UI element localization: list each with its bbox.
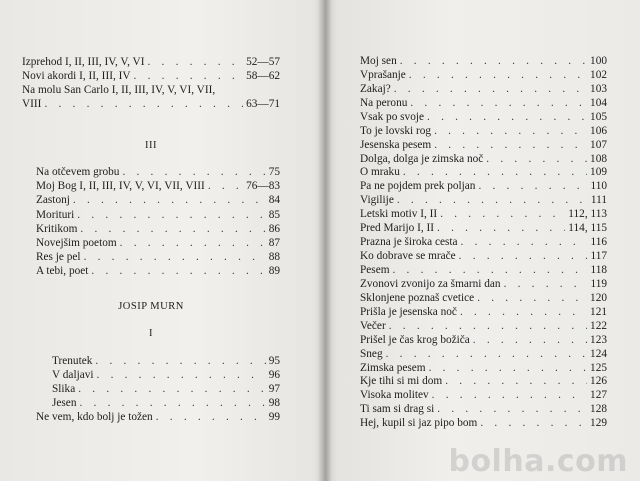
toc-entry bbox=[36, 251, 280, 264]
toc-entry bbox=[360, 208, 607, 221]
toc-leader-dots bbox=[427, 111, 587, 124]
toc-leader-dots bbox=[77, 209, 265, 222]
toc-leader-dots bbox=[156, 411, 266, 424]
toc-leader-dots bbox=[208, 180, 243, 193]
toc-entry-title: Prazna je široka cesta bbox=[360, 236, 458, 249]
toc-entry-title: Izprehod I, II, III, IV, V, VI bbox=[22, 56, 145, 68]
toc-entry-page: 120 bbox=[590, 291, 607, 304]
toc-entry-title: Moj Bog I, II, III, IV, V, VI, VII, VIII bbox=[36, 180, 205, 192]
toc-entry-page: 127 bbox=[590, 389, 607, 402]
toc-entry-title: Ne vem, kdo bolj je tožen bbox=[36, 411, 153, 423]
toc-leader-dots bbox=[44, 98, 243, 111]
toc-entry-title: Sklonjene poznaš cvetice bbox=[360, 291, 475, 304]
toc-leader-dots bbox=[73, 194, 266, 207]
toc-leader-dots bbox=[134, 70, 244, 83]
toc-leader-dots bbox=[477, 292, 587, 305]
toc-entry bbox=[360, 153, 607, 166]
toc-entry-page: 75 bbox=[268, 166, 280, 178]
toc-entry-page: 58—62 bbox=[246, 70, 280, 82]
toc-entry bbox=[36, 166, 280, 179]
toc-entry-page: 84 bbox=[268, 194, 280, 206]
toc-entry-page: 107 bbox=[590, 138, 607, 151]
toc-entry bbox=[52, 355, 280, 368]
toc-entry-page: 128 bbox=[590, 403, 607, 416]
toc-entry-title: Jesen bbox=[52, 397, 77, 409]
toc-entry-page: 52—57 bbox=[246, 56, 280, 68]
toc-entry-title: Kje tihi si mi dom bbox=[360, 375, 443, 388]
toc-entry bbox=[360, 83, 607, 96]
toc-entry bbox=[36, 237, 280, 250]
toc-entry bbox=[360, 278, 607, 291]
toc-leader-dots bbox=[394, 83, 587, 96]
toc-entry-title: Pa ne pojdem prek poljan bbox=[360, 180, 476, 193]
toc-leader-dots bbox=[437, 403, 587, 416]
toc-entry-page: 106 bbox=[590, 124, 607, 137]
toc-leader-dots bbox=[386, 348, 587, 361]
toc-entry-title: Vigilije bbox=[360, 194, 394, 207]
toc-leader-dots bbox=[429, 362, 587, 375]
toc-entry-page: 104 bbox=[590, 96, 607, 109]
toc-entry bbox=[360, 125, 607, 138]
toc-entry bbox=[360, 320, 607, 333]
toc-entry-title: Prišla je jesenska noč bbox=[360, 305, 457, 318]
toc-entry-page: 63—71 bbox=[246, 98, 280, 110]
toc-leader-dots bbox=[480, 417, 587, 430]
toc-leader-dots bbox=[460, 306, 587, 319]
toc-entry-title: Pesem bbox=[360, 263, 390, 276]
toc-entry-page: 99 bbox=[268, 411, 280, 423]
toc-leader-dots bbox=[445, 375, 587, 388]
toc-entry bbox=[22, 70, 280, 83]
toc-entry-page: 129 bbox=[590, 417, 607, 430]
toc-entry-title: Moj sen bbox=[360, 55, 397, 67]
toc-entry-title: Prišel je čas krog božiča bbox=[360, 333, 470, 346]
toc-entry-page: 97 bbox=[268, 383, 280, 395]
toc-entry-title: Na otčevem grobu bbox=[36, 166, 120, 178]
toc-entry bbox=[360, 389, 607, 402]
toc-entry-title: Novejšim poetom bbox=[36, 237, 117, 249]
toc-entry bbox=[360, 264, 607, 277]
toc-entry-page: 123 bbox=[590, 333, 607, 346]
toc-entry bbox=[52, 397, 280, 410]
toc-entry-title: Slika bbox=[52, 383, 76, 395]
toc-leader-dots bbox=[78, 383, 265, 396]
toc-entry-title: Dolga, dolga je zimska noč bbox=[360, 152, 484, 165]
toc-leader-dots bbox=[120, 237, 266, 250]
toc-leader-dots bbox=[84, 251, 266, 264]
toc-entry-page: 118 bbox=[590, 263, 607, 276]
toc-entry-page: 98 bbox=[268, 397, 280, 409]
toc-entry-page: 100 bbox=[590, 55, 607, 67]
toc-leader-dots bbox=[473, 334, 587, 347]
toc-entry bbox=[360, 194, 607, 207]
toc-leader-dots bbox=[504, 278, 588, 291]
section-heading: III bbox=[145, 140, 157, 151]
toc-entry-page: 105 bbox=[590, 110, 607, 123]
toc-entry-page: 76—83 bbox=[246, 180, 280, 192]
toc-entry-page: 103 bbox=[590, 82, 607, 95]
toc-entry-title: Morituri bbox=[36, 209, 75, 221]
toc-leader-dots bbox=[459, 250, 588, 263]
toc-entry-title: To je lovski rog bbox=[360, 124, 432, 137]
toc-entry-title: Večer bbox=[360, 319, 386, 332]
toc-entry bbox=[22, 56, 280, 69]
toc-entry-page: 85 bbox=[268, 209, 280, 221]
toc-entry-title: Zimska pesem bbox=[360, 361, 426, 374]
toc-entry-page: 95 bbox=[268, 355, 280, 367]
toc-entry bbox=[360, 334, 607, 347]
toc-leader-dots bbox=[486, 153, 587, 166]
toc-entry-title: Zastonj bbox=[36, 194, 70, 206]
toc-entry-title-line2: VIII bbox=[22, 98, 42, 110]
toc-entry bbox=[36, 194, 280, 207]
toc-entry bbox=[360, 375, 607, 388]
toc-entry-title: Pred Marijo I, II bbox=[360, 222, 435, 235]
toc-entry bbox=[360, 236, 607, 249]
toc-entry-page: 122 bbox=[590, 319, 607, 332]
toc-leader-dots bbox=[410, 97, 587, 110]
toc-entry-page: 86 bbox=[268, 223, 280, 235]
toc-entry bbox=[36, 180, 280, 193]
right-page bbox=[324, 0, 640, 481]
toc-entry-page: 125 bbox=[590, 361, 607, 374]
toc-entry-title: Vprašanje bbox=[360, 68, 406, 81]
toc-entry-title: Trenutek bbox=[52, 355, 93, 367]
toc-entry bbox=[360, 292, 607, 305]
toc-leader-dots bbox=[80, 223, 265, 236]
toc-entry-title: Ti sam si drag si bbox=[360, 403, 435, 416]
toc-leader-dots bbox=[95, 355, 265, 368]
toc-leader-dots bbox=[389, 320, 587, 333]
toc-entry-title: O mraku bbox=[360, 166, 400, 179]
watermark: bolha.com bbox=[448, 444, 628, 479]
toc-leader-dots bbox=[461, 236, 588, 249]
toc-entry-page: 126 bbox=[590, 375, 607, 388]
toc-entry-title-line1: Na molu San Carlo I, II, III, IV, V, VI, VII, bbox=[22, 84, 216, 96]
toc-entry-page: 109 bbox=[590, 166, 607, 179]
toc-entry bbox=[360, 55, 607, 68]
toc-entry bbox=[360, 348, 607, 361]
toc-entry bbox=[360, 306, 607, 319]
toc-entry-title: Kritikom bbox=[36, 223, 78, 235]
section-heading: I bbox=[149, 328, 153, 339]
toc-entry bbox=[36, 223, 280, 236]
toc-entry-page: 124 bbox=[590, 347, 607, 360]
toc-entry-title: A tebi, poet bbox=[36, 265, 89, 277]
toc-entry-page: 87 bbox=[268, 237, 280, 249]
toc-entry bbox=[36, 209, 280, 222]
toc-entry-page: 112, 113 bbox=[568, 208, 607, 221]
toc-entry bbox=[360, 362, 607, 375]
toc-entry bbox=[36, 265, 280, 278]
toc-leader-dots bbox=[147, 56, 243, 69]
toc-entry bbox=[360, 111, 607, 124]
toc-entry-title: Letski motiv I, II bbox=[360, 208, 438, 221]
toc-entry-title: Zakaj? bbox=[360, 82, 391, 95]
toc-entry-title: Na peronu bbox=[360, 96, 408, 109]
toc-entry-page: 121 bbox=[590, 305, 607, 318]
toc-entry-page: 88 bbox=[268, 251, 280, 263]
toc-leader-dots bbox=[393, 264, 588, 277]
toc-leader-dots bbox=[478, 180, 587, 193]
toc-entry bbox=[36, 411, 280, 424]
toc-entry bbox=[360, 250, 607, 263]
toc-entry-page: 111 bbox=[590, 194, 607, 207]
toc-entry-title: Visoka molitev bbox=[360, 389, 429, 402]
toc-leader-dots bbox=[79, 397, 265, 410]
toc-entry-title: Ko dobrave se mrače bbox=[360, 250, 456, 262]
toc-entry-title: Jesenska pesem bbox=[360, 138, 432, 151]
toc-leader-dots bbox=[397, 194, 588, 207]
toc-entry-title: Sneg bbox=[360, 347, 383, 360]
toc-entry-page: 119 bbox=[590, 277, 607, 290]
toc-entry-page: 89 bbox=[268, 265, 280, 277]
toc-entry-title: Novi akordi I, II, III, IV bbox=[22, 70, 131, 82]
toc-entry bbox=[360, 403, 607, 416]
toc-entry-page: 117 bbox=[590, 250, 607, 262]
toc-leader-dots bbox=[434, 139, 587, 152]
toc-entry bbox=[360, 180, 607, 193]
toc-leader-dots bbox=[400, 55, 587, 68]
toc-entry-page: 102 bbox=[590, 68, 607, 81]
toc-entry-title: Vsak po svoje bbox=[360, 110, 425, 123]
toc-entry bbox=[52, 383, 280, 396]
toc-entry bbox=[22, 98, 280, 111]
toc-entry bbox=[52, 369, 280, 382]
toc-entry bbox=[360, 69, 607, 82]
book-gutter bbox=[318, 0, 332, 481]
toc-entry-page: 116 bbox=[590, 236, 607, 249]
toc-leader-dots bbox=[434, 125, 587, 138]
toc-entry-title: Zvonovi zvonijo za šmarni dan bbox=[360, 277, 501, 290]
toc-entry-title: V daljavi bbox=[52, 369, 94, 381]
toc-leader-dots bbox=[437, 222, 565, 235]
toc-leader-dots bbox=[91, 265, 265, 278]
toc-entry bbox=[360, 417, 607, 430]
toc-leader-dots bbox=[403, 166, 587, 179]
toc-entry-page: 108 bbox=[590, 152, 607, 165]
toc-leader-dots bbox=[432, 389, 587, 402]
toc-entry-title: Res je pel bbox=[36, 251, 81, 263]
toc-leader-dots bbox=[122, 166, 265, 179]
author-heading: JOSIP MURN bbox=[118, 301, 184, 312]
toc-entry-page: 110 bbox=[590, 180, 607, 193]
toc-entry-page: 96 bbox=[268, 369, 280, 381]
toc-entry bbox=[360, 139, 607, 152]
toc-entry-page: 114, 115 bbox=[568, 222, 607, 235]
toc-leader-dots bbox=[97, 369, 266, 382]
toc-leader-dots bbox=[440, 208, 565, 221]
toc-entry bbox=[360, 97, 607, 110]
toc-leader-dots bbox=[409, 69, 587, 82]
toc-entry bbox=[360, 222, 607, 235]
toc-entry-title: Hej, kupil si jaz pipo bom bbox=[360, 417, 478, 430]
toc-entry bbox=[360, 166, 607, 179]
